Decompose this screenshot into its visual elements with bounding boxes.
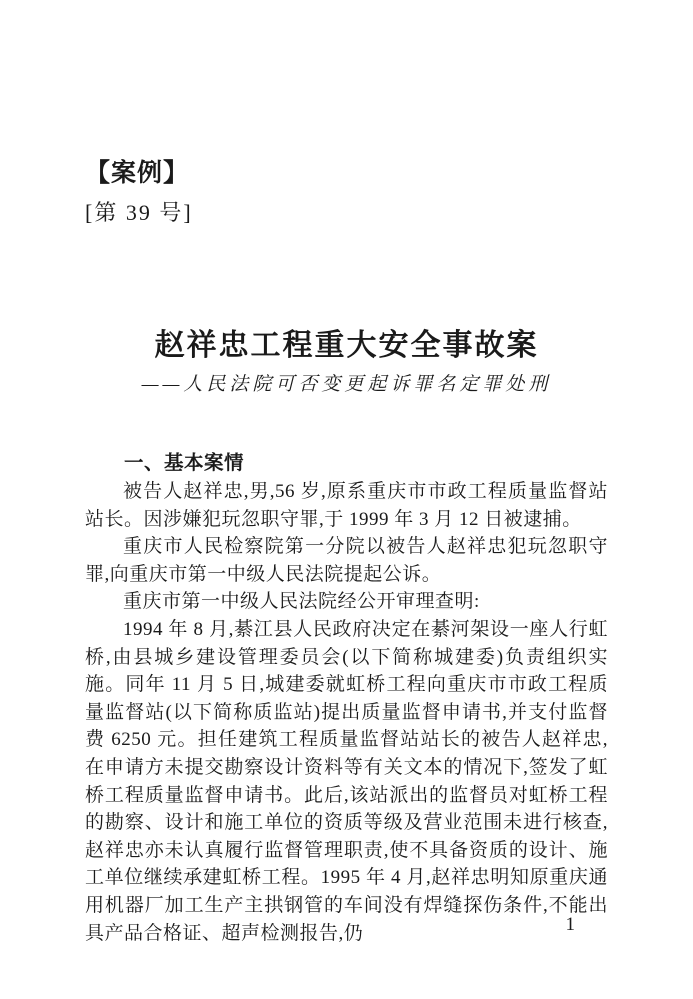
paragraph-prosecution: 重庆市人民检察院第一分院以被告人赵祥忠犯玩忽职守罪,向重庆市第一中级人民法院提起公诉。 bbox=[85, 536, 608, 585]
paragraph-court-hearing: 重庆市第一中级人民法院经公开审理查明: bbox=[123, 591, 480, 613]
case-header-block bbox=[85, 0, 608, 225]
section-heading-basic-facts: 一、基本案情 bbox=[124, 453, 245, 475]
paragraph-defendant-intro: 被告人赵祥忠,男,56 岁,原系重庆市市政工程质量监督站站长。因涉嫌犯玩忽职守罪,于 1999 年 3 月 12 日被逮捕。 bbox=[85, 481, 608, 530]
case-title: 赵祥忠工程重大安全事故案 bbox=[154, 328, 539, 362]
page-number: 1 bbox=[565, 914, 575, 935]
case-label: 【案例】 bbox=[85, 160, 190, 187]
case-number: [第 39 号] bbox=[85, 199, 193, 225]
paragraph-case-facts: 1994 年 8 月,綦江县人民政府决定在綦河架设一座人行虹桥,由县城乡建设管理委员会(以下简称城建委)负责组织实施。同年 11 月 5 日,城建委就虹桥工程向重庆市市政工程质量监督站(以下简称质监站)提出质量监督申请书,并支付监督费 6250 元。担任建筑工程质量监督站站长的被告人赵祥忠,在申请方未提交勘察设计资料等有关文本的情况下,签发了虹桥工程质量监督申请书。此后,该站派出的监督员对虹桥工程的勘察、设计和施工单位的资质等级及营业范围未进行核查,赵祥忠亦未认真履行监督管理职责,使不具备资质的设计、施工单位继续承建虹桥工程。1995 年 4 月,赵祥忠明知原重庆通用机器厂加工生产主拱钢管的车间没有焊缝探伤条件,不能出具产品合格证、超声检测报告,仍 bbox=[85, 619, 608, 944]
case-subtitle: ——人民法院可否变更起诉罪名定罪处刑 bbox=[141, 373, 552, 395]
